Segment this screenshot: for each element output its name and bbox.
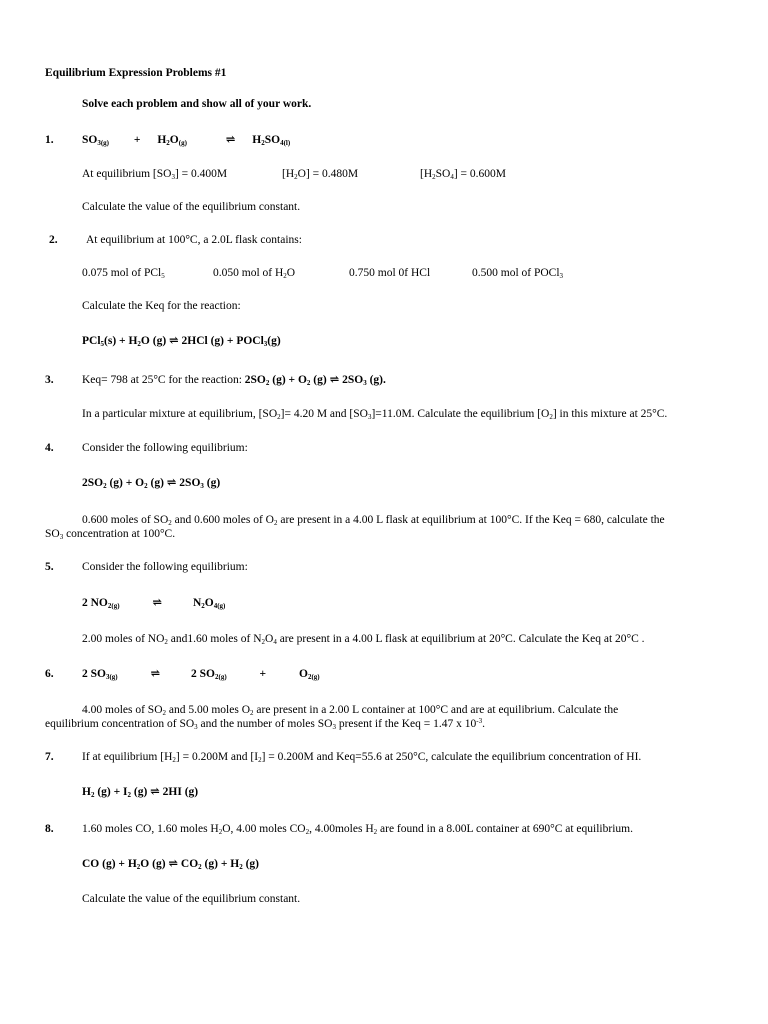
reaction-equation: $PCl_5(s) + H_2O$ (g) ⇌ 2HCl (g) + POCl$_3$(g) xyxy=(82,335,281,348)
problem-text-line-1: 4.00 moles of $SO_2$ and 5.00 moles $O_2$ are present in a 2.00 L container at 100°C and are at equilibrium. Calculate the xyxy=(82,704,619,717)
amount-h2o: 0.050 mol of $H_2O$ xyxy=(213,267,296,280)
problem-text-line-2: equilibrium concentration of $SO_3$ and the number of moles $SO_3$ present if the Keq = 1.47 x $10^{-3}$. xyxy=(45,717,485,731)
problem-number: 3. xyxy=(45,374,54,386)
amount-pocl3: 0.500 mol of POCl$_3$ xyxy=(472,267,564,280)
problem-number: 7. xyxy=(45,751,54,763)
instructions: Solve each problem and show all of your work. xyxy=(82,98,312,110)
problem-number: 6. xyxy=(45,668,54,680)
given-h2o: $[H_2O] = 0.480M$ xyxy=(282,168,359,181)
reaction-equation: $SO_{3(g)} + H_2O_{(g)}$ ⇌ $H_2SO_{4(l)}$ xyxy=(82,134,291,147)
reaction-equation: CO $(g) + H_2O$ (g) ⇌ $CO_2$ $(g) + H_2$ (g) xyxy=(82,858,260,871)
page-title: Equilibrium Expression Problems #1 xyxy=(45,67,227,79)
reaction-equation: $H_2$ $(g) + I_2$ (g) ⇌ 2HI (g) xyxy=(82,786,199,799)
amount-hcl: 0.750 mol 0f HCl xyxy=(349,267,431,279)
problem-intro: At equilibrium at 100°C, a 2.0L flask contains: xyxy=(86,234,302,246)
problem-number: 4. xyxy=(45,442,54,454)
problem-statement: 1.60 moles CO, 1.60 moles $H_2O$, 4.00 moles $CO_2$, 4.00moles $H_2$ are found in a 8.00L container at 690°C at equilibrium. xyxy=(82,823,633,836)
problem-number: 2. xyxy=(49,234,58,246)
given-so3: At equilibrium $[SO_3] = 0.400M$ xyxy=(82,168,228,181)
problem-question: If at equilibrium $[H_2] = 0.200M$ and $[I_2] = 0.200M$ and Keq=55.6 at 250°C, calculate the equilibrium concentration of HI. xyxy=(82,751,642,764)
question: Calculate the value of the equilibrium constant. xyxy=(82,201,301,213)
problem-number: 1. xyxy=(45,134,54,146)
problem-number: 8. xyxy=(45,823,54,835)
problem-number: 5. xyxy=(45,561,54,573)
amount-pcl5: 0.075 mol of PCl$_5$ xyxy=(82,267,165,280)
problem-statement: Keq= 798 at 25°C for the reaction: $2SO_2$ $(g) + O_2$ (g) ⇌ $2SO_3$ (g). xyxy=(82,374,386,387)
reaction-equation: 2 $SO_{3(g)}$ ⇌ 2 $SO_{2(g)} + O_{2(g)}$ xyxy=(82,668,320,681)
problem-question: 2.00 moles of $NO_2$ and1.60 moles of $N_2O_4$ are present in a 4.00 L flask at equilibrium at 20°C. Calculate the Keq at 20°C . xyxy=(82,633,645,646)
question: Calculate the value of the equilibrium constant. xyxy=(82,893,301,905)
problem-question: In a particular mixture at equilibrium, $[SO_2]= 4.20$ M and $[SO_3]=11.0M$. Calculate the equilibrium $[O_2]$ in this mixture at 25°C. xyxy=(82,408,668,421)
question: Calculate the Keq for the reaction: xyxy=(82,300,241,312)
problem-intro: Consider the following equilibrium: xyxy=(82,561,248,573)
problem-text-line-2: $SO_3$ concentration at 100°C. xyxy=(45,528,176,541)
given-h2so4: $[H_2SO_4] = 0.600M$ xyxy=(420,168,507,181)
reaction-equation: $2SO_2$ $(g) + O_2$ (g) ⇌ $2SO_3$ (g) xyxy=(82,477,221,490)
problem-text-line-1: 0.600 moles of $SO_2$ and 0.600 moles of $O_2$ are present in a 4.00 L flask at equilibrium at 100°C. If the Keq = 680, calculate the xyxy=(82,514,665,527)
reaction-equation: 2 $NO_{2(g)}$ ⇌ $N_2O_{4(g)}$ xyxy=(82,597,226,610)
problem-intro: Consider the following equilibrium: xyxy=(82,442,248,454)
